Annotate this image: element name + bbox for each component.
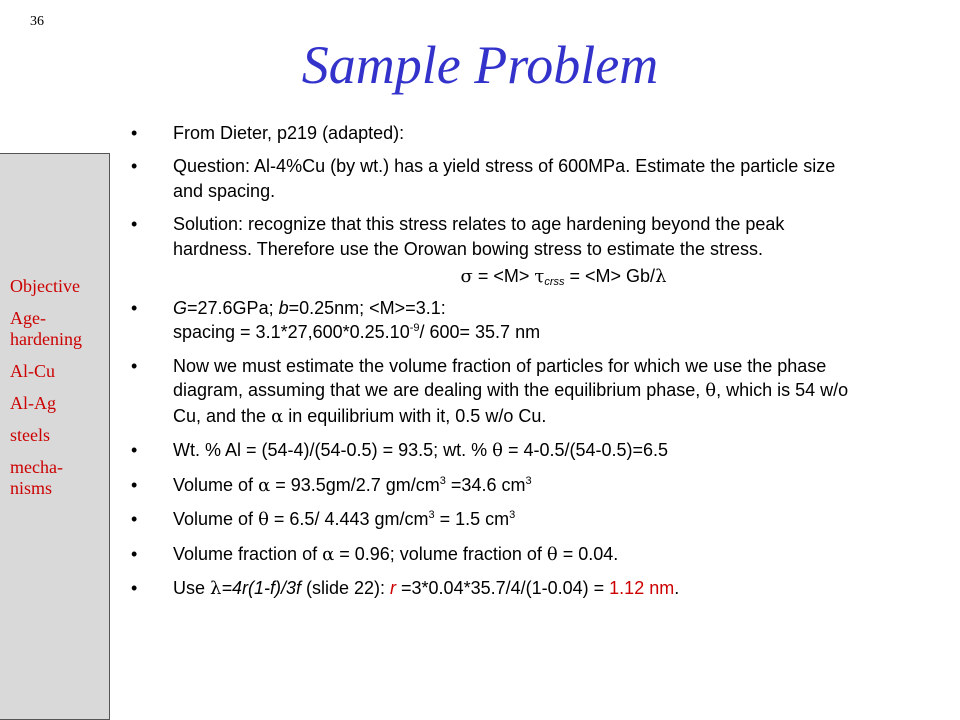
bullet-list [131,121,856,611]
bullet-marker: • [131,543,138,564]
lambda-symbol: λ [210,578,222,600]
lambda-symbol: λ [655,266,667,288]
bullet-marker: • [131,578,138,599]
bullet-marker: • [131,214,138,235]
sidebar-item-steels[interactable]: steels [10,425,50,446]
bullet-question [131,154,856,203]
theta-symbol: θ [492,440,503,462]
bullet-result: • Use λ=4r(1-f)/3f (slide 22): r =3*0.04*35.7/4/(1-0.04) = 1.12 nm. [131,578,680,600]
sidebar-item-objective[interactable]: Objective [10,276,80,296]
theta-symbol: θ [258,509,269,531]
orowan-formula: $\sigma = <M> \tau_{crss} = <M> Gb/\lambda$ [460,266,667,289]
bullet-volume-alpha: • Volume of α = 93.5gm/2.7 $gm/cm^3 =34.6$ $cm^3$ [131,474,532,496]
bullet-source [131,121,856,145]
bullet-marker: • [131,297,138,318]
bullet-text: From Dieter, p219 (adapted): [173,123,405,143]
bullet-marker: • [131,123,138,143]
bullet-marker: • [131,474,138,495]
bullet-solution [131,212,856,261]
bullet-volume-fraction-intro: • Now we must estimate the volume fraction of particles for which we use the phase diagram, assuming that we are dealing with the equilibrium phase, θ, which is 54 w/o Cu, and the α in equilibrium with it, 0.5 w/o Cu. [131,355,849,427]
alpha-symbol: α [322,543,335,565]
sidebar-item-al-ag[interactable]: Al-Ag [10,393,56,414]
result-value: 1.12 nm [609,578,675,599]
bullet-text: Question: Al-4%Cu (by wt.) has a yield stress of 600MPa. Estimate the particle size and spacing. [173,156,836,201]
bullet-weight-percent: • Wt. % Al = (54-4)/(54-0.5) = 93.5; wt. % θ = 4-0.5/(54-0.5)=6.5 [131,440,669,462]
sidebar-item-al-cu[interactable]: Al-Cu [10,361,55,382]
sidebar-nav [0,153,110,720]
bullet-marker: • [131,509,138,530]
theta-symbol: θ [705,380,717,402]
bullet-spacing: • G=27.6GPa; b=0.25nm; <M>=3.1: spacing = $3.1*27,600*0.25.10^{-9}/$ 600= 35.7 nm [131,297,541,343]
sigma-symbol: σ [460,266,473,288]
slide-title: Sample Problem [301,35,659,95]
bullet-marker: • [131,355,138,376]
bullet-volume-fractions: • Volume fraction of α = 0.96; volume fraction of θ = 0.04. [131,543,619,565]
alpha-symbol: α [258,474,271,496]
sidebar-item-mechanisms[interactable]: mecha- nisms [10,457,63,499]
tau-symbol: τ [534,266,545,288]
slide-number: 36 [30,14,44,29]
theta-symbol: θ [546,543,558,565]
bullet-text: Solution: recognize that this stress relates to age hardening beyond the peak hardness. Therefore use the Orowan bowing stress to estimate the stress. [173,214,785,259]
bullet-marker: • [131,156,138,177]
sidebar-item-age-hardening[interactable]: Age- hardening [10,308,82,350]
bullet-volume-theta: • Volume of θ = 6.5/ 4.443 $gm/cm^3 = 1.5$ $cm^3$ [131,509,516,531]
alpha-symbol: α [271,405,284,427]
bullet-marker: • [131,440,138,461]
